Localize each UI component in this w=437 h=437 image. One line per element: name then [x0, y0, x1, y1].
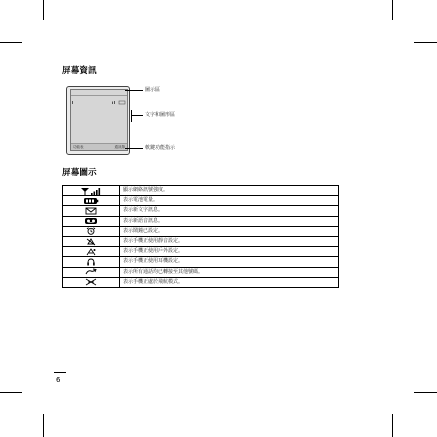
page-number: 6: [56, 376, 61, 384]
table-row: [63, 216, 339, 226]
icon-description: 表示電池電量。: [120, 196, 339, 206]
voicemail-icon: [63, 216, 120, 226]
callout-line: [125, 90, 143, 91]
icon-description: 表示所有通話均已轉接至其他號碼。: [120, 267, 339, 277]
phone-display: [70, 89, 128, 151]
crop-mark: [392, 0, 393, 20]
phone-softkey-bar: [71, 143, 127, 150]
table-row: [63, 206, 339, 216]
icon-description: 表示新文字訊息。: [120, 206, 339, 216]
table-row: [63, 257, 339, 267]
table-row: [63, 196, 339, 206]
left-softkey-label: 功能表: [73, 145, 84, 149]
icon-table: [62, 185, 339, 288]
phone-screen-diagram: [66, 86, 130, 155]
icon-description: 表示手機正使用耳機設定。: [120, 257, 339, 267]
crop-mark: [0, 42, 22, 43]
crop-mark: [414, 42, 437, 43]
crop-mark: [392, 414, 393, 437]
screen-icons-heading: 屏幕圖示: [62, 168, 97, 178]
battery-icon: [63, 196, 120, 206]
status-icons: [71, 100, 127, 105]
icon-description: 顯示網絡訊號強度。: [120, 186, 339, 196]
signal-strength-icon: [63, 186, 120, 196]
softkey-hint-label: 軟鍵功能指示: [145, 145, 176, 151]
headset-icon: [63, 257, 120, 267]
phone-status-bar: [71, 90, 127, 96]
icon-description: 表示手機正處於飛航模式。: [120, 277, 339, 287]
crop-mark: [43, 414, 44, 437]
table-row: [63, 277, 339, 287]
silent-mode-icon: [63, 236, 120, 246]
callout-line: [125, 148, 143, 149]
table-row: [63, 186, 339, 196]
crop-mark: [0, 392, 22, 393]
table-row: [63, 226, 339, 236]
callout-line: [131, 115, 143, 116]
flight-mode-icon: [63, 277, 120, 287]
icon-description: 表示手機正使用戶外設定。: [120, 247, 339, 257]
alarm-clock-icon: [63, 226, 120, 236]
crop-mark: [43, 0, 44, 20]
icon-area-label: 圖示區: [145, 87, 161, 93]
outdoor-mode-icon: [63, 247, 120, 257]
text-graphic-area-label: 文字和圖形區: [145, 112, 176, 118]
page-number-rule: [54, 372, 66, 373]
call-divert-icon: [63, 267, 120, 277]
table-row: [63, 236, 339, 246]
table-row: [63, 247, 339, 257]
screen-info-heading: 屏幕資訊: [62, 66, 97, 76]
icon-description: 表示鬧鐘已設定。: [120, 226, 339, 236]
callout-line: [131, 110, 132, 122]
icon-description: 表示新語音訊息。: [120, 216, 339, 226]
crop-mark: [414, 392, 437, 393]
icon-description: 表示手機正使用靜音設定。: [120, 236, 339, 246]
right-softkey-label: 通訊錄: [114, 145, 125, 149]
table-row: [63, 267, 339, 277]
envelope-icon: [63, 206, 120, 216]
